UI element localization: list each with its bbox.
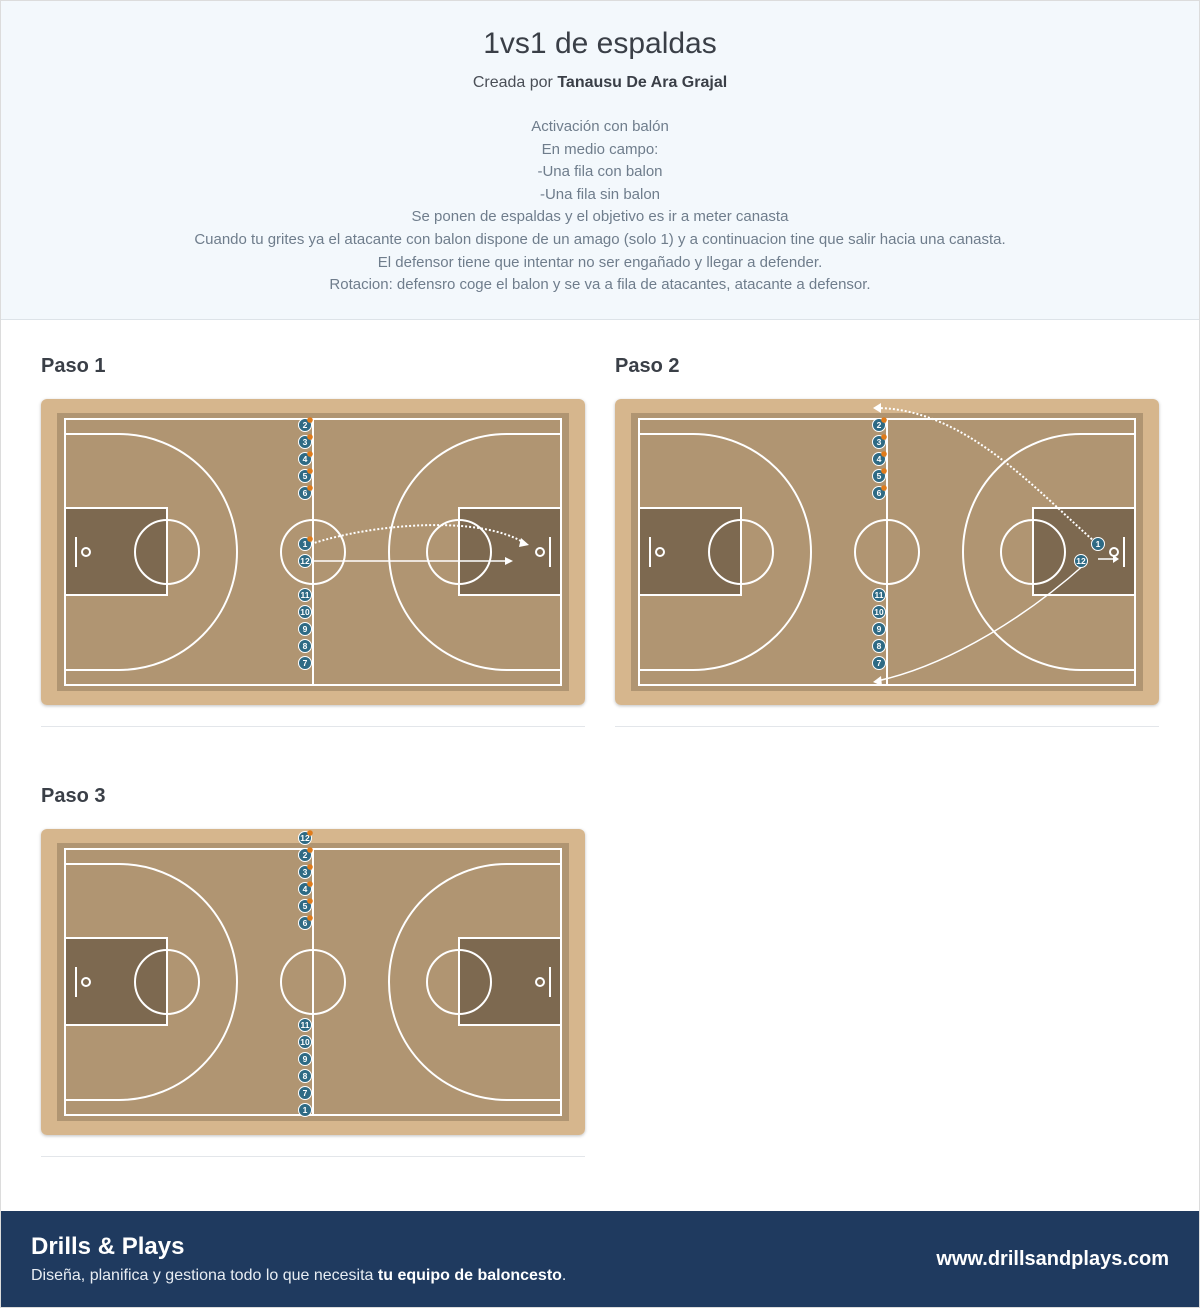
player-token — [299, 1019, 312, 1032]
step-1 — [41, 353, 585, 727]
player-token — [299, 606, 312, 619]
player-number: 12 — [1076, 556, 1086, 566]
ball-icon — [307, 434, 313, 440]
player-number: 8 — [876, 641, 882, 651]
paint-left — [639, 508, 741, 595]
paint-left — [65, 938, 167, 1025]
player-number: 7 — [876, 658, 882, 668]
ball-icon — [307, 847, 313, 853]
ball-icon — [307, 417, 313, 423]
player-token — [1092, 538, 1105, 551]
player-number: 5 — [876, 471, 882, 481]
player-number: 8 — [302, 641, 308, 651]
step-title: Paso 1 — [41, 355, 106, 377]
court-svg — [41, 399, 585, 705]
description-line: Rotacion: defensro coge el balon y se va a fila de atacantes, atacante a defensor. — [329, 276, 871, 294]
ball-icon — [307, 485, 313, 491]
tagline-end: . — [561, 1267, 567, 1284]
drill-title: 1vs1 de espaldas — [483, 27, 717, 60]
player-number: 12 — [300, 556, 310, 566]
court-svg — [41, 829, 585, 1135]
player-token — [299, 1070, 312, 1083]
ball-icon — [307, 864, 313, 870]
player-token — [873, 640, 886, 653]
player-number: 3 — [302, 867, 308, 877]
player-number: 2 — [876, 420, 882, 430]
player-token — [299, 1087, 312, 1100]
ball-icon — [881, 485, 887, 491]
player-token — [299, 657, 312, 670]
tagline-bold: tu equipo de baloncesto — [377, 1267, 562, 1284]
player-number: 10 — [300, 1037, 310, 1047]
player-number: 6 — [302, 488, 308, 498]
ball-icon — [881, 417, 887, 423]
player-token — [299, 1053, 312, 1066]
court-diagram-1[interactable] — [41, 399, 585, 705]
player-token — [873, 623, 886, 636]
footer-site-link[interactable]: www.drillsandplays.com — [936, 1248, 1169, 1270]
drill-header — [1, 1, 1199, 320]
player-number: 4 — [302, 884, 308, 894]
player-number: 7 — [302, 658, 308, 668]
ball-icon — [881, 451, 887, 457]
player-number: 9 — [302, 1054, 308, 1064]
player-number: 9 — [876, 624, 882, 634]
description-line: Cuando tu grites ya el atacante con balon dispone de un amago (solo 1) y a continuacion tine que salir hacia una canasta. — [194, 230, 1006, 248]
created-by-label: Creada por — [472, 74, 553, 91]
player-number: 1 — [1095, 539, 1101, 549]
description-line: Activación con balón — [531, 118, 669, 135]
ball-icon — [881, 434, 887, 440]
description-line: Se ponen de espaldas y el objetivo es ir a meter canasta — [411, 208, 789, 226]
player-token — [299, 1036, 312, 1049]
footer-tagline — [31, 1267, 566, 1285]
player-token — [873, 606, 886, 619]
player-number: 10 — [300, 607, 310, 617]
ball-icon — [307, 881, 313, 887]
tagline-text: Diseña, planifica y gestiona todo lo que necesita — [31, 1267, 374, 1284]
author-line — [1, 74, 1199, 92]
description-line: -Una fila con balon — [537, 163, 663, 181]
ball-icon — [307, 536, 313, 542]
step-divider — [615, 726, 1159, 727]
player-number: 8 — [302, 1071, 308, 1081]
ball-icon — [307, 451, 313, 457]
player-number: 11 — [300, 1020, 310, 1030]
player-number: 10 — [874, 607, 884, 617]
player-number: 1 — [302, 1105, 308, 1115]
player-number: 7 — [302, 1088, 308, 1098]
player-number: 5 — [302, 471, 308, 481]
step-2 — [615, 353, 1159, 727]
player-number: 6 — [876, 488, 882, 498]
step-title: Paso 3 — [41, 785, 106, 807]
step-divider — [41, 726, 585, 727]
player-number: 11 — [300, 590, 310, 600]
ball-icon — [881, 468, 887, 474]
site-footer — [1, 1211, 1199, 1307]
player-token — [299, 555, 312, 568]
paint-right — [459, 508, 561, 595]
paint-right — [459, 938, 561, 1025]
player-number: 1 — [302, 539, 308, 549]
court-diagram-2[interactable] — [615, 399, 1159, 705]
player-number: 5 — [302, 901, 308, 911]
paint-right — [1033, 508, 1135, 595]
court-svg — [615, 399, 1159, 705]
player-number: 2 — [302, 420, 308, 430]
player-number: 4 — [876, 454, 882, 464]
description-line: En medio campo: — [541, 140, 659, 158]
player-number: 9 — [302, 624, 308, 634]
court-diagram-3[interactable] — [41, 829, 585, 1135]
player-number: 12 — [300, 833, 310, 843]
paint-left — [65, 508, 167, 595]
footer-brand: Drills & Plays — [31, 1233, 185, 1260]
player-number: 11 — [874, 590, 884, 600]
description-line: -Una fila sin balon — [539, 185, 661, 203]
ball-icon — [307, 468, 313, 474]
player-number: 6 — [302, 918, 308, 928]
player-token — [873, 657, 886, 670]
author-name: Tanausu De Ara Grajal — [557, 74, 728, 91]
step-3 — [41, 783, 585, 1157]
player-number: 3 — [302, 437, 308, 447]
player-token — [299, 623, 312, 636]
description-line: El defensor tiene que intentar no ser engañado y llegar a defender. — [377, 253, 823, 271]
step-title: Paso 2 — [615, 355, 680, 377]
step-divider — [41, 1156, 585, 1157]
player-token — [1075, 555, 1088, 568]
player-number: 3 — [876, 437, 882, 447]
player-number: 2 — [302, 850, 308, 860]
player-token — [299, 640, 312, 653]
player-number: 4 — [302, 454, 308, 464]
drill-description — [1, 116, 1199, 297]
player-token — [299, 589, 312, 602]
player-token — [873, 589, 886, 602]
ball-icon — [307, 915, 313, 921]
player-token — [299, 1104, 312, 1117]
ball-icon — [307, 898, 313, 904]
